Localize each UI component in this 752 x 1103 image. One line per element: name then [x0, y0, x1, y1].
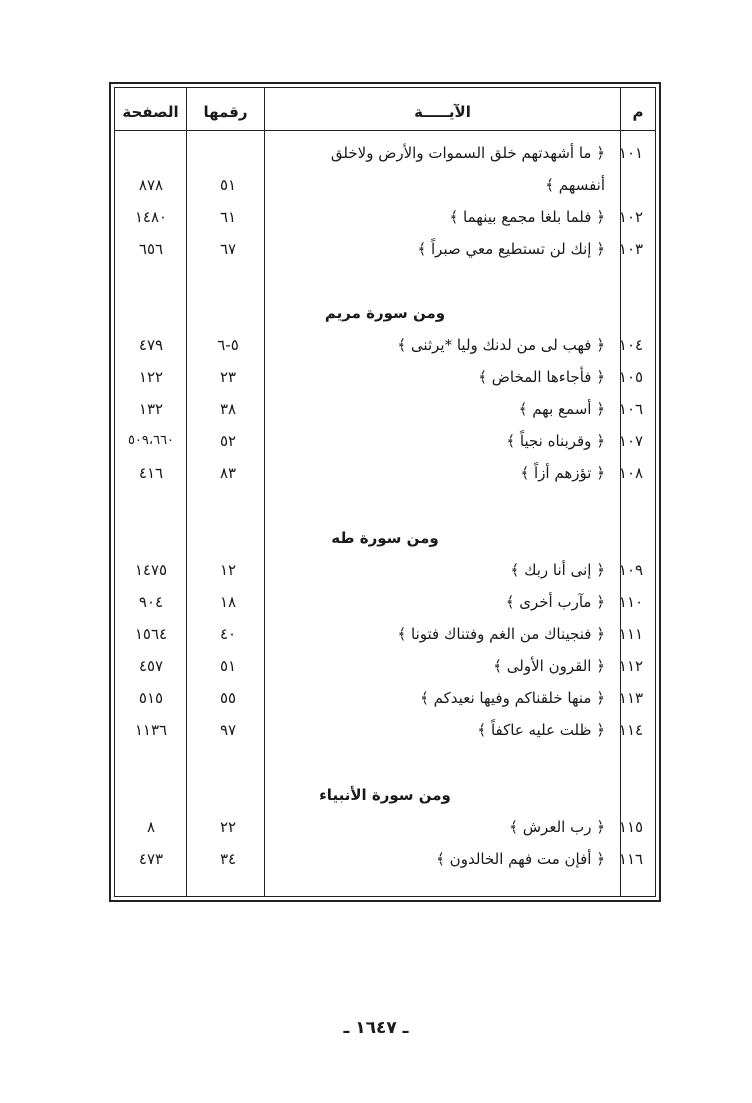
row-page: ٤٧٩ [138, 336, 164, 354]
row-page: ١٢٢ [138, 368, 164, 386]
header-ayah-number: رقمها [203, 103, 248, 121]
table-row [115, 394, 655, 424]
row-ayah: ٥١ [219, 176, 237, 194]
row-page: ٨ [146, 818, 156, 836]
table-row [115, 587, 655, 617]
table-row [115, 170, 655, 200]
row-verse: ﴿ أسمع بهم ﴾ [518, 400, 605, 418]
row-ayah: ١٢ [219, 561, 237, 579]
row-number: ١٠٨ [618, 464, 644, 482]
table-row [115, 234, 655, 264]
surah-heading-taha: ومن سورة طه [331, 529, 439, 547]
row-number: ١٠٦ [618, 400, 644, 418]
row-number: ١١١ [618, 625, 644, 643]
surah-heading-anbiya: ومن سورة الأنبياء [319, 786, 451, 804]
table-row [115, 812, 655, 842]
row-page: ٤٧٣ [138, 850, 164, 868]
row-verse: ﴿ منها خلقناكم وفيها نعيدكم ﴾ [420, 689, 605, 707]
row-number: ١١٥ [618, 818, 644, 836]
row-number: ١٠١ [618, 144, 644, 162]
row-verse: ﴿ إنك لن تستطيع معي صبراً ﴾ [417, 240, 605, 258]
row-page: ٤٥٧ [138, 657, 164, 675]
table-row [115, 458, 655, 488]
row-page: ٥١٥ [138, 689, 164, 707]
row-number: ١٠٣ [618, 240, 644, 258]
table-row [115, 555, 655, 585]
row-verse: ﴿ رب العرش ﴾ [509, 818, 605, 836]
table-inner-border [114, 87, 656, 897]
row-ayah: ٥٢ [219, 432, 237, 450]
row-page: ١٤٧٥ [134, 561, 168, 579]
header-verse: الآيـــــة [414, 103, 471, 121]
header-divider [115, 130, 655, 131]
row-number: ١١٠ [618, 593, 644, 611]
row-page: ٩٠٤ [138, 593, 164, 611]
table-row [115, 683, 655, 713]
row-verse: ﴿ القرون الأولى ﴾ [493, 657, 605, 675]
row-ayah: ٦١ [219, 208, 237, 226]
row-page: ١٣٢ [138, 400, 164, 418]
table-row [115, 651, 655, 681]
row-number: ١٠٩ [618, 561, 644, 579]
row-ayah: ٤٠ [219, 625, 237, 643]
surah-heading-maryam: ومن سورة مريم [324, 304, 446, 322]
header-page: الصفحة [122, 103, 179, 121]
row-ayah: ٣٤ [219, 850, 237, 868]
row-number: ١٠٧ [618, 432, 644, 450]
row-verse: ﴿ إنى أنا ربك ﴾ [510, 561, 605, 579]
row-page: ٨٧٨ [138, 176, 164, 194]
row-page: ١١٣٦ [134, 721, 168, 739]
row-ayah: ٢٣ [219, 368, 237, 386]
row-verse: ﴿ فلما بلغا مجمع بينهما ﴾ [449, 208, 605, 226]
row-ayah: ٩٧ [219, 721, 237, 739]
table-row [115, 362, 655, 392]
row-page: ٤١٦ [138, 464, 164, 482]
row-verse: ﴿ تؤزهم أزاً ﴾ [520, 464, 605, 482]
row-ayah: ٦٧ [219, 240, 237, 258]
row-ayah: ٥-٦ [217, 336, 239, 354]
row-ayah: ٥٥ [219, 689, 237, 707]
row-verse: ﴿ أفإن مت فهم الخالدون ﴾ [436, 850, 605, 868]
row-page: ١٥٦٤ [134, 625, 168, 643]
row-number: ١١٢ [618, 657, 644, 675]
table-row [115, 844, 655, 874]
table-row [115, 138, 655, 168]
row-verse: ﴿ مآرب أخرى ﴾ [505, 593, 605, 611]
row-page: ٦٥٦ [138, 240, 164, 258]
row-number: ١١٤ [618, 721, 644, 739]
row-ayah: ١٨ [219, 593, 237, 611]
table-row [115, 426, 655, 456]
table-row [115, 202, 655, 232]
row-number: ١١٣ [618, 689, 644, 707]
row-ayah: ٢٢ [219, 818, 237, 836]
row-page: ٥٠٩،٦٦٠ [127, 433, 175, 448]
row-verse: أنفسهم ﴾ [545, 176, 605, 194]
table-row [115, 330, 655, 360]
table-row [115, 715, 655, 745]
row-ayah: ٥١ [219, 657, 237, 675]
row-number: ١٠٥ [618, 368, 644, 386]
row-number: ١١٦ [618, 850, 644, 868]
row-number: ١٠٢ [618, 208, 644, 226]
index-table [109, 82, 661, 902]
row-verse: ﴿ فأجاءها المخاض ﴾ [478, 368, 605, 386]
row-number: ١٠٤ [618, 336, 644, 354]
row-page: ١٤٨٠ [134, 208, 168, 226]
row-verse: ﴿ فهب لى من لدنك وليا *يرثنى ﴾ [397, 336, 605, 354]
table-row [115, 619, 655, 649]
row-ayah: ٨٣ [219, 464, 237, 482]
row-verse: ﴿ ما أشهدتهم خلق السموات والأرض ولاخلق [330, 144, 605, 162]
header-num: م [632, 103, 644, 121]
row-verse: ﴿ وقربناه نجياً ﴾ [506, 432, 605, 450]
row-verse: ﴿ ظلت عليه عاكفاً ﴾ [477, 721, 605, 739]
row-verse: ﴿ فنجيناك من الغم وفتناك فتونا ﴾ [397, 625, 605, 643]
page-number: ـ ١٦٤٧ ـ [343, 1018, 409, 1038]
row-ayah: ٣٨ [219, 400, 237, 418]
